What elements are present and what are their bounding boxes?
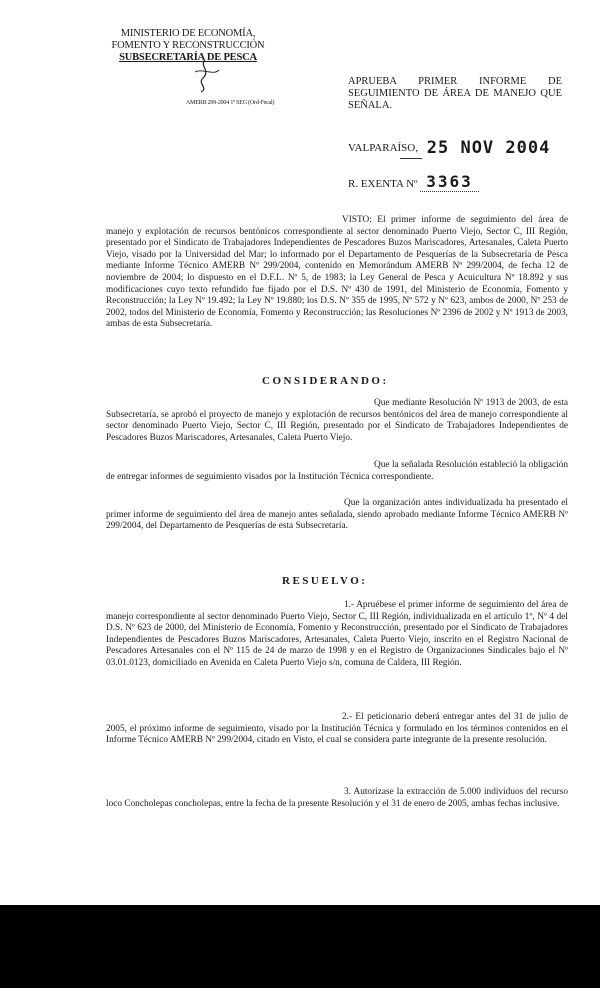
ministry-line-2: FOMENTO Y RECONSTRUCCIÓN <box>111 40 265 51</box>
subsecretaria-line: SUBSECRETARÍA DE PESCA <box>119 52 257 63</box>
resuelvo-paragraph-1: 1.- Apruébese el primer informe de seguimiento del área de manejo correspondiente al sector denominado Puerto Viejo, Sector C, III Región, individualizada en el artículo 1º, Nº 4 del D.S. Nº 623 de 2000, del Ministerio de Economía, Fomento y Reconstrucción, presentado por el Sindicato de Trabajadores Independientes de Pescadores Buzos Mariscadores, Artesanales, Caleta Puerto Viejo, inscrito en el Registro Nacional de Pescadores Artesanales con el Nº 115 de 24 de marzo de 1998 y en el Registro de Organizaciones Sindicales bajo el Nº 03.01.0123, domiciliado en Avenida en Caleta Puerto Viejo s/n, comuna de Caldera, III Región. <box>106 600 568 668</box>
resuelvo-paragraph-3: 3. Autorízase la extracción de 5.000 individuos del recurso loco Concholepas concholepas, entre la fecha de la presente Resolución y el 31 de enero de 2005, ambas fechas inclusive. <box>106 787 568 809</box>
resuelvo-heading: RESUELVO: <box>282 575 368 587</box>
exenta-label: R. EXENTA Nº <box>348 178 418 190</box>
place: VALPARAÍSO, <box>348 142 418 154</box>
ministry-line: MINISTERIO DE ECONOMÍA, <box>120 28 256 39</box>
date-stamp: 25 NOV 2004 <box>426 138 551 158</box>
resuelvo-paragraph-2: 2.- El peticionario deberá entregar antes del 31 de julio de 2005, el próximo informe de seguimiento, visado por la Institución Técnica y formulado en los términos contenidos en el Informe Técnico AMERB Nº 299/2004, citado en Visto, el cual se considera parte integrante de la presente resolución. <box>106 712 568 746</box>
exenta-number: 3363 <box>420 172 479 192</box>
reference-code: AMERB 299-2004 1º SEG (Ord-Fecal) <box>186 100 275 106</box>
considerando-paragraph-1: Que mediante Resolución Nº 1913 de 2003, de esta Subsecretaría, se aprobó el proyecto de manejo y explotación de recursos bentónicos del área de manejo correspondiente al sector denominado Puerto Viejo, Sector C, III Región, presentado por el Sindicato de Trabajadores Independientes de Pescadores Buzos Mariscadores, Artesanales, Caleta Puerto Viejo. <box>106 398 568 443</box>
stamp-mark <box>400 158 422 162</box>
exenta-line <box>348 172 479 192</box>
initials-signature <box>185 58 225 94</box>
visto-paragraph: VISTO: El primer informe de seguimiento del área de manejo y explotación de recursos bentónicos correspondiente al sector denominado Puerto Viejo, Sector C, III Región, presentado por el Sindicato de Trabajadores Independientes de Pescadores Buzos Mariscadores, Artesanales, Caleta Puerto Viejo, visado por la Universidad del Mar; lo informado por el Departamento de Pesquerías de la Subsecretaría de Pesca mediante Informe Técnico AMERB Nº 299/2004, contenido en Memorándum AMERB Nº 299/2004, de fecha 12 de noviembre de 2004; lo dispuesto en el D.F.L. Nº 5, de 1983; la Ley General de Pesca y Acuicultura Nº 18.892 y sus modificaciones cuyo texto refundido fue fijado por el D.S. Nº 430 de 1991, del Ministerio de Economía, Fomento y Reconstrucción; la Ley Nº 19.492; la Ley Nº 19.880; los D.S. Nº 355 de 1995, Nº 572 y Nº 623, ambos de 2000, Nº 253 de 2002, todos del Ministerio de Economía, Fomento y Reconstrucción; las Resoluciones Nº 2396 de 2002 y Nº 1913 de 2003, ambas de esta Subsecretaría. <box>106 215 568 330</box>
resolution-subject: APRUEBA PRIMER INFORME DE SEGUIMIENTO DE ÁREA DE MANEJO QUE SEÑALA. <box>348 76 562 111</box>
considerando-paragraph-2: Que la señalada Resolución estableció la obligación de entregar informes de seguimiento visados por la Institución Técnica correspondiente. <box>106 460 568 482</box>
scan-black-border <box>0 905 600 988</box>
place-date-line <box>348 138 550 158</box>
considerando-heading: CONSIDERANDO: <box>262 375 389 387</box>
considerando-paragraph-3: Que la organización antes individualizada ha presentado el primer informe de seguimiento del área de manejo antes señalada, siendo aprobado mediante Informe Técnico AMERB Nº 299/2004, del Departamento de Pesquerías de esta Subsecretaría. <box>106 498 568 532</box>
